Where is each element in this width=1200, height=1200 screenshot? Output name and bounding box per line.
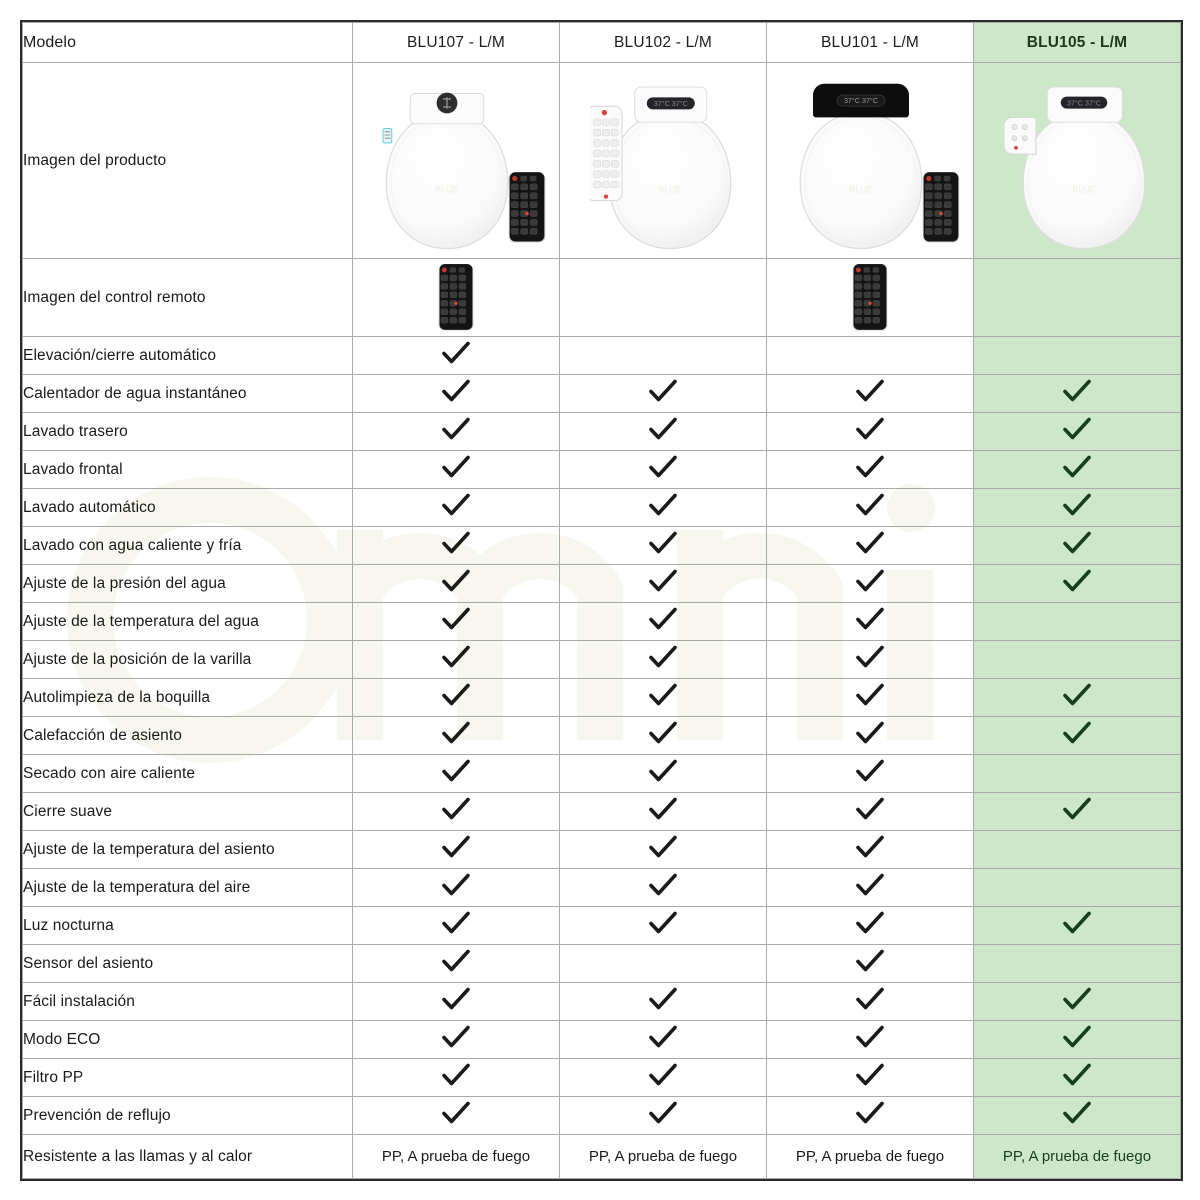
feature-cell: [560, 489, 767, 527]
model-name: BLU102 - L/M: [613, 33, 713, 51]
table-row: [23, 451, 1181, 489]
check-icon: [441, 948, 471, 974]
feature-label: Modo ECO: [23, 1021, 353, 1059]
check-icon: [855, 834, 885, 860]
remote-control-illustration: [851, 263, 889, 333]
product-image-cell-1: [353, 63, 560, 259]
feature-cell: [560, 831, 767, 869]
feature-cell: [353, 755, 560, 793]
feature-cell: [767, 375, 974, 413]
feature-cell: [560, 945, 767, 983]
seat-1: [367, 71, 527, 260]
feature-cell: [560, 907, 767, 945]
empty-cell: [1062, 340, 1092, 366]
feature-cell: [767, 413, 974, 451]
check-icon: [855, 872, 885, 898]
check-icon: [855, 720, 885, 746]
check-icon: [855, 758, 885, 784]
feature-cell: [767, 641, 974, 679]
svg-text:37°C 37°C: 37°C 37°C: [843, 96, 879, 105]
table-row: [23, 1059, 1181, 1097]
product-remote-1: [507, 171, 547, 250]
check-icon: [441, 1062, 471, 1088]
product-art-3: [767, 63, 973, 258]
check-icon: [648, 530, 678, 556]
feature-cell: [560, 413, 767, 451]
product-remote-3: [921, 171, 961, 250]
feature-label: Ajuste de la temperatura del asiento: [23, 831, 353, 869]
check-icon: [441, 986, 471, 1012]
check-icon: [648, 1024, 678, 1050]
check-icon: [855, 948, 885, 974]
feature-label: Lavado frontal: [23, 451, 353, 489]
empty-cell: [1062, 872, 1092, 898]
check-icon: [855, 644, 885, 670]
table-row: [23, 755, 1181, 793]
table-row-material: [23, 1135, 1181, 1179]
empty-cell: [1062, 834, 1092, 860]
product-image-cell-4: [974, 63, 1181, 259]
empty-cell: [648, 948, 678, 974]
feature-label: Ajuste de la temperatura del aire: [23, 869, 353, 907]
check-icon: [1062, 568, 1092, 594]
check-icon: [855, 796, 885, 822]
bidet-seat-illustration: [367, 71, 527, 255]
feature-cell: [353, 451, 560, 489]
check-icon: [648, 834, 678, 860]
check-icon: [1062, 1100, 1092, 1126]
feature-cell: [560, 451, 767, 489]
feature-cell: [974, 451, 1181, 489]
table-row: [23, 831, 1181, 869]
feature-label: Ajuste de la temperatura del agua: [23, 603, 353, 641]
feature-cell: [974, 679, 1181, 717]
feature-cell: [767, 1059, 974, 1097]
feature-cell: [974, 717, 1181, 755]
check-icon: [648, 796, 678, 822]
empty-cell: [1062, 606, 1092, 632]
material-cell: PP, A prueba de fuego: [560, 1135, 767, 1179]
check-icon: [441, 378, 471, 404]
feature-cell: [353, 793, 560, 831]
check-icon: [648, 986, 678, 1012]
column-header-4: [974, 23, 1181, 63]
product-comparison-table: [22, 22, 1181, 1179]
remote-art-1: [353, 259, 559, 336]
check-icon: [441, 682, 471, 708]
check-icon: [441, 796, 471, 822]
feature-cell: [974, 1021, 1181, 1059]
check-icon: [855, 1062, 885, 1088]
check-icon: [441, 530, 471, 556]
check-icon: [855, 378, 885, 404]
feature-cell: [767, 1021, 974, 1059]
check-icon: [855, 1100, 885, 1126]
check-icon: [855, 454, 885, 480]
check-icon: [648, 644, 678, 670]
product-art-4: [974, 63, 1180, 258]
table-row: [23, 983, 1181, 1021]
feature-cell: [974, 831, 1181, 869]
feature-cell: [974, 1097, 1181, 1135]
row-label-product-image: Imagen del producto: [23, 63, 353, 259]
empty-cell: [1062, 644, 1092, 670]
feature-cell: [974, 489, 1181, 527]
column-header-1: [353, 23, 560, 63]
model-name: BLU107 - L/M: [406, 33, 506, 51]
remote-control-illustration: [507, 171, 547, 245]
model-name: BLU101 - L/M: [820, 33, 920, 51]
table-row: [23, 603, 1181, 641]
feature-cell: [353, 527, 560, 565]
svg-text:37°C 37°C: 37°C 37°C: [653, 99, 688, 109]
check-icon: [441, 606, 471, 632]
check-icon: [648, 720, 678, 746]
feature-cell: [767, 831, 974, 869]
table-body: [23, 23, 1181, 1179]
bidet-seat-illustration: [590, 71, 750, 255]
feature-cell: [353, 413, 560, 451]
feature-label: Resistente a las llamas y al calor: [23, 1135, 353, 1179]
feature-cell: [974, 375, 1181, 413]
check-icon: [855, 682, 885, 708]
feature-label: Sensor del asiento: [23, 945, 353, 983]
feature-cell: [353, 1097, 560, 1135]
feature-cell: [767, 603, 974, 641]
feature-cell: [353, 603, 560, 641]
feature-cell: [353, 907, 560, 945]
feature-cell: [560, 1097, 767, 1135]
feature-cell: [560, 565, 767, 603]
empty-cell: [855, 340, 885, 366]
feature-label: Calefacción de asiento: [23, 717, 353, 755]
table-row: [23, 565, 1181, 603]
check-icon: [441, 492, 471, 518]
feature-cell: [560, 679, 767, 717]
svg-text:BLUE: BLUE: [658, 184, 682, 195]
feature-label: Secado con aire caliente: [23, 755, 353, 793]
table-row: [23, 337, 1181, 375]
feature-cell: [353, 337, 560, 375]
feature-cell: [560, 337, 767, 375]
check-icon: [441, 454, 471, 480]
feature-cell: [767, 1097, 974, 1135]
feature-cell: [767, 489, 974, 527]
feature-cell: [767, 869, 974, 907]
check-icon: [1062, 1062, 1092, 1088]
feature-cell: [974, 907, 1181, 945]
feature-cell: [353, 831, 560, 869]
check-icon: [1062, 720, 1092, 746]
check-icon: [855, 492, 885, 518]
feature-cell: [974, 337, 1181, 375]
empty-cell: [1062, 758, 1092, 784]
seat-3: [781, 71, 941, 260]
table-row: [23, 1021, 1181, 1059]
check-icon: [855, 606, 885, 632]
seat-4: [1004, 71, 1164, 260]
feature-label: Prevención de reflujo: [23, 1097, 353, 1135]
feature-cell: [767, 337, 974, 375]
table-row: [23, 717, 1181, 755]
model-name: BLU105 - L/M: [1026, 33, 1128, 51]
feature-cell: [974, 1059, 1181, 1097]
table-row: [23, 375, 1181, 413]
feature-cell: [767, 717, 974, 755]
feature-cell: [560, 1059, 767, 1097]
check-icon: [648, 568, 678, 594]
remote-image-cell-3: [767, 259, 974, 337]
column-header-3: [767, 23, 974, 63]
check-icon: [648, 378, 678, 404]
check-icon: [648, 454, 678, 480]
feature-cell: [560, 527, 767, 565]
feature-cell: [560, 869, 767, 907]
material-cell: PP, A prueba de fuego: [974, 1135, 1181, 1179]
check-icon: [855, 568, 885, 594]
svg-text:BLUE: BLUE: [849, 184, 873, 195]
table-row: [23, 489, 1181, 527]
check-icon: [648, 872, 678, 898]
feature-label: Fácil instalación: [23, 983, 353, 1021]
check-icon: [1062, 378, 1092, 404]
feature-cell: [767, 679, 974, 717]
feature-cell: [767, 755, 974, 793]
feature-cell: [767, 527, 974, 565]
feature-cell: [560, 717, 767, 755]
feature-cell: [974, 983, 1181, 1021]
bidet-seat-illustration: [781, 71, 941, 255]
feature-label: Autolimpieza de la boquilla: [23, 679, 353, 717]
feature-cell: [767, 983, 974, 1021]
feature-cell: [974, 945, 1181, 983]
feature-cell: [353, 375, 560, 413]
header-label-modelo: Modelo: [23, 23, 353, 63]
table-row: [23, 679, 1181, 717]
feature-cell: [767, 451, 974, 489]
check-icon: [1062, 416, 1092, 442]
feature-cell: [767, 945, 974, 983]
check-icon: [441, 1100, 471, 1126]
product-image-row: [23, 63, 1181, 259]
check-icon: [855, 1024, 885, 1050]
table-row: [23, 793, 1181, 831]
feature-label: Elevación/cierre automático: [23, 337, 353, 375]
empty-cell: [1062, 948, 1092, 974]
check-icon: [648, 910, 678, 936]
check-icon: [1062, 530, 1092, 556]
check-icon: [441, 834, 471, 860]
feature-label: Cierre suave: [23, 793, 353, 831]
feature-label: Ajuste de la presión del agua: [23, 565, 353, 603]
feature-cell: [974, 603, 1181, 641]
feature-label: Ajuste de la posición de la varilla: [23, 641, 353, 679]
check-icon: [441, 644, 471, 670]
check-icon: [441, 872, 471, 898]
table-row: [23, 945, 1181, 983]
seat-2: [590, 71, 750, 260]
feature-cell: [353, 869, 560, 907]
feature-cell: [974, 413, 1181, 451]
feature-cell: [353, 945, 560, 983]
table-header-row: [23, 23, 1181, 63]
feature-cell: [353, 679, 560, 717]
feature-cell: [353, 717, 560, 755]
remote-image-cell-4: [974, 259, 1181, 337]
material-cell: PP, A prueba de fuego: [767, 1135, 974, 1179]
feature-cell: [560, 983, 767, 1021]
feature-cell: [767, 793, 974, 831]
check-icon: [648, 492, 678, 518]
bidet-seat-illustration: [1004, 71, 1164, 255]
table-row: [23, 907, 1181, 945]
feature-label: Calentador de agua instantáneo: [23, 375, 353, 413]
row-label-remote-image: Imagen del control remoto: [23, 259, 353, 337]
feature-cell: [767, 565, 974, 603]
feature-cell: [560, 1021, 767, 1059]
remote-control-illustration: [437, 263, 475, 333]
table-row: [23, 527, 1181, 565]
check-icon: [648, 682, 678, 708]
feature-cell: [353, 565, 560, 603]
material-cell: PP, A prueba de fuego: [353, 1135, 560, 1179]
check-icon: [1062, 1024, 1092, 1050]
feature-cell: [560, 793, 767, 831]
check-icon: [648, 1062, 678, 1088]
product-image-cell-2: [560, 63, 767, 259]
feature-cell: [767, 907, 974, 945]
feature-label: Filtro PP: [23, 1059, 353, 1097]
table-row: [23, 1097, 1181, 1135]
remote-image-cell-1: [353, 259, 560, 337]
svg-text:BLUE: BLUE: [435, 184, 459, 195]
feature-cell: [353, 489, 560, 527]
check-icon: [441, 720, 471, 746]
feature-cell: [353, 983, 560, 1021]
feature-cell: [974, 565, 1181, 603]
feature-cell: [974, 527, 1181, 565]
feature-cell: [974, 755, 1181, 793]
feature-cell: [974, 869, 1181, 907]
feature-cell: [560, 375, 767, 413]
svg-text:BLUE: BLUE: [1072, 184, 1096, 195]
check-icon: [648, 606, 678, 632]
check-icon: [441, 1024, 471, 1050]
feature-cell: [353, 1021, 560, 1059]
table-row: [23, 641, 1181, 679]
check-icon: [441, 340, 471, 366]
feature-cell: [974, 641, 1181, 679]
check-icon: [1062, 682, 1092, 708]
remote-image-cell-2: [560, 259, 767, 337]
remote-control-illustration: [921, 171, 961, 245]
check-icon: [855, 910, 885, 936]
feature-label: Lavado con agua caliente y fría: [23, 527, 353, 565]
check-icon: [648, 416, 678, 442]
product-art-1: [353, 63, 559, 258]
check-icon: [648, 758, 678, 784]
feature-cell: [353, 1059, 560, 1097]
column-header-2: [560, 23, 767, 63]
check-icon: [441, 416, 471, 442]
table-row: [23, 869, 1181, 907]
feature-label: Lavado trasero: [23, 413, 353, 451]
feature-cell: [974, 793, 1181, 831]
remote-image-row: [23, 259, 1181, 337]
check-icon: [1062, 492, 1092, 518]
check-icon: [855, 530, 885, 556]
empty-cell: [648, 340, 678, 366]
feature-cell: [560, 755, 767, 793]
svg-text:37°C 37°C: 37°C 37°C: [1066, 98, 1102, 108]
check-icon: [855, 416, 885, 442]
check-icon: [1062, 796, 1092, 822]
check-icon: [441, 758, 471, 784]
remote-art-3: [767, 259, 973, 336]
table-row: [23, 413, 1181, 451]
check-icon: [441, 568, 471, 594]
feature-cell: [560, 603, 767, 641]
feature-label: Luz nocturna: [23, 907, 353, 945]
check-icon: [648, 1100, 678, 1126]
check-icon: [1062, 986, 1092, 1012]
feature-label: Lavado automático: [23, 489, 353, 527]
product-art-2: [560, 63, 766, 258]
check-icon: [1062, 454, 1092, 480]
feature-cell: [560, 641, 767, 679]
check-icon: [855, 986, 885, 1012]
product-image-cell-3: [767, 63, 974, 259]
feature-cell: [353, 641, 560, 679]
check-icon: [441, 910, 471, 936]
check-icon: [1062, 910, 1092, 936]
